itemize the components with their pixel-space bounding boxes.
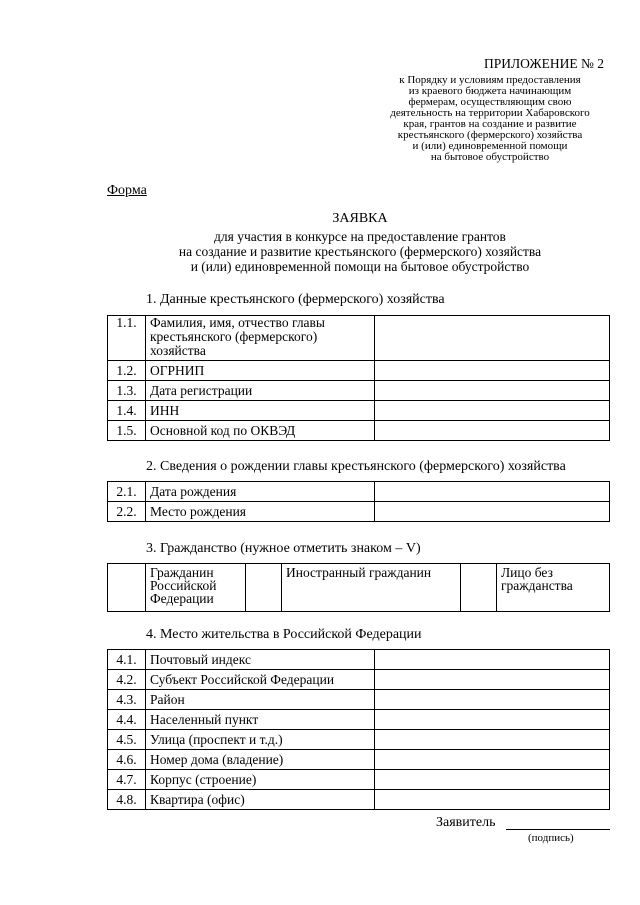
row-number: 4.1. xyxy=(108,650,146,670)
table-row xyxy=(108,564,610,612)
table-row xyxy=(108,316,610,361)
section1-heading: 1. Данные крестьянского (фермерского) хозяйства xyxy=(146,292,445,307)
row-value-cell[interactable] xyxy=(375,361,610,381)
birth-data-table xyxy=(107,481,610,522)
row-label: Основной код по ОКВЭД xyxy=(146,421,375,441)
citizenship-checkbox-foreign[interactable] xyxy=(246,564,282,612)
row-number: 4.8. xyxy=(108,790,146,810)
table-row xyxy=(108,710,610,730)
farm-data-table xyxy=(107,315,610,441)
appendix-line: и (или) единовременной помощи xyxy=(412,140,568,152)
appendix-line: к Порядку и условиям предоставления xyxy=(399,74,581,86)
appendix-title: ПРИЛОЖЕНИЕ № 2 xyxy=(483,56,604,71)
appendix-line: крестьянского (фермерского) хозяйства xyxy=(397,129,583,141)
appendix-line: на бытовое обустройство xyxy=(430,151,550,163)
subtitle-line: и (или) единовременной помощи на бытовое обустройство xyxy=(190,259,530,274)
row-label: Номер дома (владение) xyxy=(146,750,375,770)
row-value-cell[interactable] xyxy=(375,730,610,750)
row-value-cell[interactable] xyxy=(375,710,610,730)
row-label: Квартира (офис) xyxy=(146,790,375,810)
applicant-label: Заявитель xyxy=(436,815,496,830)
subtitle-line: для участия в конкурсе на предоставление грантов xyxy=(214,229,506,244)
table-row xyxy=(108,482,610,502)
table-row xyxy=(108,502,610,522)
citizenship-option-rf: Гражданин Российской Федерации xyxy=(146,564,246,612)
signature-caption: (подпись) xyxy=(528,832,574,844)
document-subtitle xyxy=(100,229,620,274)
row-label: Почтовый индекс xyxy=(146,650,375,670)
appendix-line: из краевого бюджета начинающим xyxy=(408,85,572,97)
row-number: 1.2. xyxy=(108,361,146,381)
row-value-cell[interactable] xyxy=(375,502,610,522)
row-value-cell[interactable] xyxy=(375,401,610,421)
subtitle-line: на создание и развитие крестьянского (фермерского) хозяйства xyxy=(178,244,542,259)
citizenship-checkbox-rf[interactable] xyxy=(108,564,146,612)
row-value-cell[interactable] xyxy=(375,770,610,790)
row-number: 2.1. xyxy=(108,482,146,502)
appendix-line: края, грантов на создание и развитие xyxy=(403,118,577,130)
row-label: Дата рождения xyxy=(146,482,375,502)
signature-line[interactable] xyxy=(506,829,610,830)
table-row xyxy=(108,750,610,770)
row-label: Корпус (строение) xyxy=(146,770,375,790)
row-label: Фамилия, имя, отчество главы крестьянского (фермерского) хозяйства xyxy=(146,316,375,361)
citizenship-option-stateless: Лицо без гражданства xyxy=(497,564,610,612)
row-value-cell[interactable] xyxy=(375,421,610,441)
row-value-cell[interactable] xyxy=(375,381,610,401)
row-number: 4.6. xyxy=(108,750,146,770)
table-row xyxy=(108,401,610,421)
table-row xyxy=(108,670,610,690)
section2-heading: 2. Сведения о рождении главы крестьянского (фермерского) хозяйства xyxy=(146,459,566,474)
appendix-line: деятельность на территории Хабаровского xyxy=(390,107,590,119)
residence-table xyxy=(107,649,610,810)
table-row xyxy=(108,361,610,381)
row-value-cell[interactable] xyxy=(375,670,610,690)
section3-heading: 3. Гражданство (нужное отметить знаком – V) xyxy=(146,541,421,556)
table-row xyxy=(108,790,610,810)
table-row xyxy=(108,730,610,750)
section4-heading: 4. Место жительства в Российской Федерации xyxy=(146,627,422,642)
row-number: 1.5. xyxy=(108,421,146,441)
row-value-cell[interactable] xyxy=(375,482,610,502)
table-row xyxy=(108,770,610,790)
row-number: 4.7. xyxy=(108,770,146,790)
row-label: Дата регистрации xyxy=(146,381,375,401)
document-title: ЗАЯВКА xyxy=(332,211,388,226)
row-value-cell[interactable] xyxy=(375,790,610,810)
row-number: 2.2. xyxy=(108,502,146,522)
citizenship-option-foreign: Иностранный гражданин xyxy=(282,564,461,612)
row-value-cell[interactable] xyxy=(375,690,610,710)
row-label: Место рождения xyxy=(146,502,375,522)
row-value-cell[interactable] xyxy=(375,316,610,361)
row-label: ОГРНИП xyxy=(146,361,375,381)
row-number: 1.3. xyxy=(108,381,146,401)
row-label: Населенный пункт xyxy=(146,710,375,730)
row-value-cell[interactable] xyxy=(375,750,610,770)
table-row xyxy=(108,690,610,710)
row-number: 4.5. xyxy=(108,730,146,750)
appendix-block xyxy=(370,56,610,163)
row-number: 4.3. xyxy=(108,690,146,710)
citizenship-checkbox-stateless[interactable] xyxy=(461,564,497,612)
row-number: 4.2. xyxy=(108,670,146,690)
row-label: ИНН xyxy=(146,401,375,421)
row-number: 4.4. xyxy=(108,710,146,730)
row-label: Улица (проспект и т.д.) xyxy=(146,730,375,750)
appendix-line: фермерам, осуществляющим свою xyxy=(408,96,572,108)
table-row xyxy=(108,421,610,441)
citizenship-table xyxy=(107,563,610,612)
table-row xyxy=(108,650,610,670)
row-label: Субъект Российской Федерации xyxy=(146,670,375,690)
table-row xyxy=(108,381,610,401)
row-number: 1.1. xyxy=(108,316,146,361)
row-value-cell[interactable] xyxy=(375,650,610,670)
row-label: Район xyxy=(146,690,375,710)
form-label: Форма xyxy=(107,183,147,198)
row-number: 1.4. xyxy=(108,401,146,421)
